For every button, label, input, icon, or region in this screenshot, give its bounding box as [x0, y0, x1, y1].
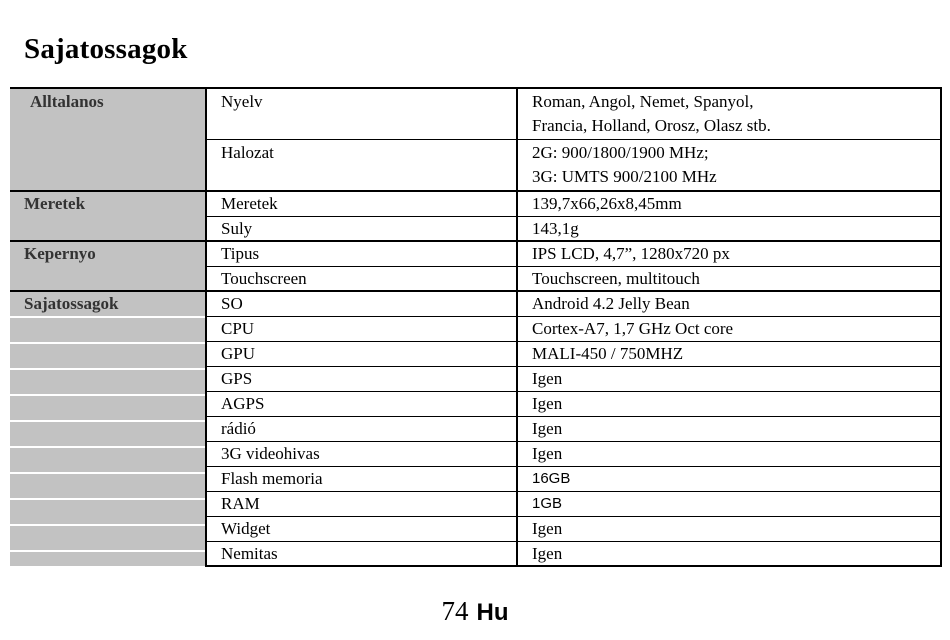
value-cell [517, 341, 941, 366]
value-line: Roman, Angol, Nemet, Spanyol, [532, 92, 754, 111]
property-cell: Tipus [206, 241, 517, 266]
language-code: Hu [476, 599, 509, 626]
table-row [10, 291, 941, 316]
property-cell: Widget [206, 516, 517, 541]
value-line: Francia, Holland, Orosz, Olasz stb. [532, 116, 771, 135]
property-cell: Nemitas [206, 541, 517, 566]
property-cell: AGPS [206, 391, 517, 416]
value-cell [517, 88, 941, 140]
value-cell [517, 541, 941, 566]
value-line: Android 4.2 Jelly Bean [532, 294, 690, 313]
value-cell [517, 266, 941, 291]
property-cell: Meretek [206, 191, 517, 216]
value-cell [517, 466, 941, 491]
property-cell: RAM [206, 491, 517, 516]
category-cell: Meretek [10, 191, 206, 241]
value-line: Igen [532, 393, 563, 413]
property-cell: Nyelv [206, 88, 517, 140]
value-cell [517, 291, 941, 316]
page-title: Sajatossagok [24, 33, 188, 65]
category-cell: Kepernyo [10, 241, 206, 291]
value-line: IPS LCD, 4,7”, 1280x720 px [532, 244, 730, 263]
property-cell: rádió [206, 416, 517, 441]
value-line: 1GB [532, 494, 563, 512]
page-number: 74 [441, 596, 469, 626]
value-line: Igen [532, 368, 563, 388]
specifications-table [10, 87, 942, 567]
value-cell [517, 366, 941, 391]
category-cell: Alltalanos [10, 88, 206, 191]
value-cell [517, 416, 941, 441]
value-line: 2G: 900/1800/1900 MHz; [532, 143, 709, 162]
property-cell: 3G videohivas [206, 441, 517, 466]
property-cell: GPS [206, 366, 517, 391]
value-line: Igen [532, 518, 563, 538]
property-cell: Touchscreen [206, 266, 517, 291]
value-cell [517, 441, 941, 466]
property-cell: Suly [206, 216, 517, 241]
page-footer [0, 596, 950, 627]
property-cell: Halozat [206, 140, 517, 192]
table-row [10, 191, 941, 216]
value-line: Igen [532, 418, 563, 438]
value-cell [517, 191, 941, 216]
value-cell [517, 241, 941, 266]
value-line: 16GB [532, 469, 571, 487]
value-line: Igen [532, 543, 563, 563]
category-cell: Sajatossagok [10, 291, 206, 566]
value-cell [517, 140, 941, 192]
value-line: Igen [532, 443, 563, 463]
property-cell: SO [206, 291, 517, 316]
value-line: 139,7x66,26x8,45mm [532, 194, 682, 213]
value-line: Touchscreen, multitouch [532, 268, 700, 288]
value-cell [517, 516, 941, 541]
value-line: MALI-450 / 750MHZ [532, 343, 684, 363]
value-cell [517, 491, 941, 516]
value-cell [517, 391, 941, 416]
table-row [10, 241, 941, 266]
value-cell [517, 316, 941, 341]
property-cell: CPU [206, 316, 517, 341]
property-cell: GPU [206, 341, 517, 366]
specifications-table-body [10, 88, 941, 566]
property-cell: Flash memoria [206, 466, 517, 491]
value-line: 3G: UMTS 900/2100 MHz [532, 167, 717, 186]
value-line: 143,1g [532, 218, 579, 238]
table-row [10, 88, 941, 140]
value-cell [517, 216, 941, 241]
value-line: Cortex-A7, 1,7 GHz Oct core [532, 318, 734, 338]
